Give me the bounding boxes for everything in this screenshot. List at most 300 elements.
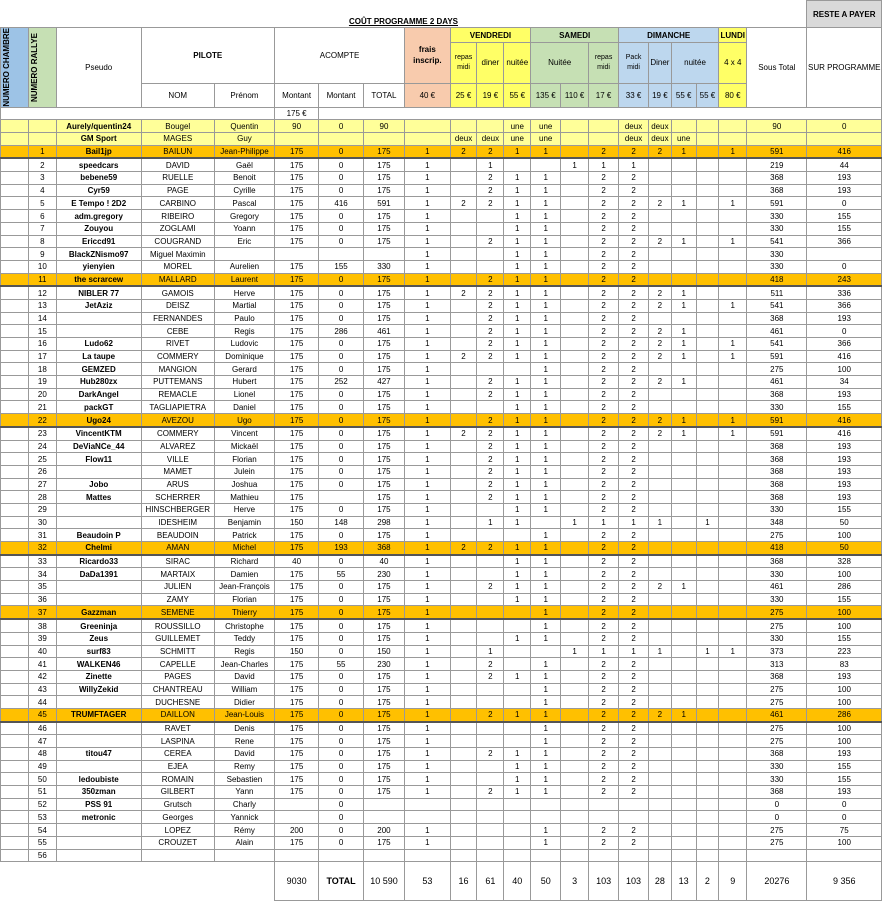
row-c6: 0 <box>319 235 363 248</box>
row-c4: David <box>214 748 274 761</box>
special-c6: 0 <box>319 120 363 133</box>
row-c2: Jobo <box>56 478 141 491</box>
row-c11: 1 <box>504 172 531 185</box>
row-c19: 1 <box>719 645 747 658</box>
row-c4: Gregory <box>214 210 274 223</box>
row-c1: 6 <box>28 210 56 223</box>
header-nuitee-dimanche: nuitée <box>671 43 719 84</box>
row-c5: 175 <box>274 735 318 748</box>
row-c15: 2 <box>619 222 649 235</box>
row-c10 <box>477 248 504 261</box>
row-c8: 1 <box>405 670 450 683</box>
row-c5: 175 <box>274 325 318 338</box>
row-c13 <box>561 849 589 862</box>
row-c19 <box>719 465 747 478</box>
row-c9 <box>450 696 477 709</box>
header-total: TOTAL <box>363 83 404 107</box>
row-c18 <box>696 708 719 721</box>
row-c14: 1 <box>589 516 619 529</box>
row-c20: 541 <box>747 338 807 351</box>
row-c2: VincentKTM <box>56 427 141 440</box>
row-c21: 0 <box>807 260 882 273</box>
header-lundi-4x4: 4 x 4 <box>719 43 747 84</box>
row-c12: 1 <box>531 581 561 594</box>
table-row <box>1 811 882 824</box>
row-c7: 175 <box>363 593 404 606</box>
row-c5: 175 <box>274 440 318 453</box>
row-c9 <box>450 312 477 325</box>
row-c9 <box>450 184 477 197</box>
row-c21: 100 <box>807 836 882 849</box>
row-c11: 1 <box>504 286 531 299</box>
row-c19 <box>719 542 747 555</box>
row-c9 <box>450 453 477 466</box>
row-c6: 0 <box>319 338 363 351</box>
row-c3: BEAUDOIN <box>141 529 214 542</box>
row-c20: 368 <box>747 786 807 799</box>
header-row-1 <box>1 28 882 43</box>
row-c9 <box>450 811 477 824</box>
row-c0 <box>1 222 29 235</box>
row-c14: 1 <box>589 645 619 658</box>
row-c16: 2 <box>649 325 672 338</box>
row-c17 <box>671 722 696 735</box>
row-c17 <box>671 491 696 504</box>
row-c9 <box>450 632 477 645</box>
row-c12: 1 <box>531 273 561 286</box>
row-c2 <box>56 312 141 325</box>
table-row <box>1 286 882 299</box>
row-c14: 2 <box>589 786 619 799</box>
row-c7: 175 <box>363 414 404 427</box>
row-c9 <box>450 414 477 427</box>
table-row <box>1 260 882 273</box>
row-c20: 275 <box>747 824 807 837</box>
row-c3: AVEZOU <box>141 414 214 427</box>
row-c7: 175 <box>363 172 404 185</box>
row-c15: 2 <box>619 197 649 210</box>
row-c21 <box>807 248 882 261</box>
row-c16 <box>649 683 672 696</box>
row-c7: 368 <box>363 542 404 555</box>
row-c16 <box>649 722 672 735</box>
row-c19 <box>719 172 747 185</box>
row-c10 <box>477 836 504 849</box>
row-c5: 175 <box>274 606 318 619</box>
row-c0 <box>1 376 29 389</box>
row-c2: Zouyou <box>56 222 141 235</box>
row-c9 <box>450 222 477 235</box>
row-c5: 175 <box>274 529 318 542</box>
row-c15: 2 <box>619 325 649 338</box>
row-c8: 1 <box>405 722 450 735</box>
row-c10 <box>477 529 504 542</box>
row-c3: RIBEIRO <box>141 210 214 223</box>
row-c12: 1 <box>531 529 561 542</box>
row-c6: 0 <box>319 401 363 414</box>
row-c13 <box>561 401 589 414</box>
row-c4: Hubert <box>214 376 274 389</box>
row-c21: 83 <box>807 658 882 671</box>
row-c16 <box>649 773 672 786</box>
table-row <box>1 670 882 683</box>
row-c17: 1 <box>671 427 696 440</box>
row-c18 <box>696 593 719 606</box>
row-c2: Mattes <box>56 491 141 504</box>
data-rows <box>1 145 882 862</box>
row-c9 <box>450 325 477 338</box>
row-c16 <box>649 606 672 619</box>
row-c8: 1 <box>405 235 450 248</box>
row-c6 <box>319 849 363 862</box>
row-c7: 175 <box>363 478 404 491</box>
row-c17 <box>671 670 696 683</box>
row-c20: 275 <box>747 619 807 632</box>
row-c12: 1 <box>531 145 561 158</box>
row-c0 <box>1 542 29 555</box>
row-c15: 2 <box>619 748 649 761</box>
row-c7: 175 <box>363 619 404 632</box>
row-c12: 1 <box>531 683 561 696</box>
row-c20: 591 <box>747 145 807 158</box>
row-c21: 223 <box>807 645 882 658</box>
row-c11: 1 <box>504 145 531 158</box>
row-c12 <box>531 849 561 862</box>
row-c14: 2 <box>589 491 619 504</box>
row-c21: 0 <box>807 325 882 338</box>
row-c19 <box>719 248 747 261</box>
sheet-title: COÛT PROGRAMME 2 DAYS <box>348 16 458 26</box>
header-dimanche: DIMANCHE <box>619 28 719 43</box>
header-prenom: Prénom <box>214 83 274 107</box>
row-c13 <box>561 260 589 273</box>
row-c17: 1 <box>671 325 696 338</box>
row-c13 <box>561 414 589 427</box>
row-c13 <box>561 670 589 683</box>
row-c20: 541 <box>747 235 807 248</box>
row-c13 <box>561 735 589 748</box>
row-c7: 175 <box>363 453 404 466</box>
row-c2 <box>56 760 141 773</box>
row-c2: NIBLER 77 <box>56 286 141 299</box>
row-c11 <box>504 811 531 824</box>
row-c20: 313 <box>747 658 807 671</box>
row-c4: Paulo <box>214 312 274 325</box>
row-c5: 175 <box>274 172 318 185</box>
row-c1: 4 <box>28 184 56 197</box>
row-c18 <box>696 760 719 773</box>
row-c15: 2 <box>619 465 649 478</box>
row-c12: 1 <box>531 401 561 414</box>
row-c4: Florian <box>214 593 274 606</box>
price-nuitee-samedi-2: 110 € <box>561 83 589 107</box>
total-c18: 2 <box>696 862 719 901</box>
row-c19 <box>719 798 747 811</box>
row-c0 <box>1 325 29 338</box>
row-c1: 39 <box>28 632 56 645</box>
row-c16 <box>649 760 672 773</box>
row-c6: 0 <box>319 683 363 696</box>
row-c10 <box>477 222 504 235</box>
table-row <box>1 145 882 158</box>
row-c13 <box>561 619 589 632</box>
row-c18 <box>696 529 719 542</box>
row-c18 <box>696 427 719 440</box>
row-c21: 193 <box>807 440 882 453</box>
row-c14: 1 <box>589 158 619 171</box>
row-c8: 1 <box>405 312 450 325</box>
row-c1: 35 <box>28 581 56 594</box>
row-c7: 427 <box>363 376 404 389</box>
row-c0 <box>1 145 29 158</box>
row-c3: AMAN <box>141 542 214 555</box>
special-c18 <box>696 133 719 146</box>
row-c6: 0 <box>319 670 363 683</box>
row-c13 <box>561 210 589 223</box>
row-c11 <box>504 606 531 619</box>
special-c13 <box>561 120 589 133</box>
row-c9 <box>450 363 477 376</box>
row-c11: 1 <box>504 210 531 223</box>
row-c2 <box>56 325 141 338</box>
row-c21: 0 <box>807 811 882 824</box>
header-vendredi: VENDREDI <box>450 28 531 43</box>
row-c4: Rene <box>214 735 274 748</box>
row-c18 <box>696 722 719 735</box>
table-row <box>1 529 882 542</box>
row-c1: 12 <box>28 286 56 299</box>
row-c7: 175 <box>363 210 404 223</box>
table-row <box>1 363 882 376</box>
row-c5: 175 <box>274 836 318 849</box>
row-c5: 150 <box>274 516 318 529</box>
row-c18 <box>696 299 719 312</box>
row-c8: 1 <box>405 210 450 223</box>
row-c12: 1 <box>531 210 561 223</box>
row-c12 <box>531 516 561 529</box>
row-c4: Gaël <box>214 158 274 171</box>
row-c5: 175 <box>274 748 318 761</box>
row-c15: 2 <box>619 760 649 773</box>
row-c21: 100 <box>807 722 882 735</box>
row-c15: 2 <box>619 453 649 466</box>
row-c9: 2 <box>450 350 477 363</box>
special-c4: Quentin <box>214 120 274 133</box>
row-c10: 2 <box>477 414 504 427</box>
row-c12: 1 <box>531 453 561 466</box>
row-c18 <box>696 632 719 645</box>
row-c5: 175 <box>274 683 318 696</box>
row-c16 <box>649 260 672 273</box>
row-c5: 175 <box>274 427 318 440</box>
row-c2: GEMZED <box>56 363 141 376</box>
table-row <box>1 453 882 466</box>
special-c14 <box>589 120 619 133</box>
row-c8: 1 <box>405 568 450 581</box>
row-c5: 150 <box>274 645 318 658</box>
table-row <box>1 836 882 849</box>
row-c3: Georges <box>141 811 214 824</box>
table-row <box>1 414 882 427</box>
row-c11: 1 <box>504 581 531 594</box>
special-c1 <box>28 120 56 133</box>
table-row <box>1 786 882 799</box>
table-row <box>1 222 882 235</box>
row-c12: 1 <box>531 606 561 619</box>
row-c2: WillyZekid <box>56 683 141 696</box>
row-c5: 175 <box>274 632 318 645</box>
row-c13 <box>561 683 589 696</box>
row-c19 <box>719 273 747 286</box>
row-c4: Ludovic <box>214 338 274 351</box>
special-row <box>1 133 882 146</box>
row-c16 <box>649 172 672 185</box>
row-c17: 1 <box>671 350 696 363</box>
row-c19 <box>719 670 747 683</box>
row-c14: 2 <box>589 197 619 210</box>
total-c20: 20276 <box>747 862 807 901</box>
row-c11 <box>504 836 531 849</box>
row-c2: yienyien <box>56 260 141 273</box>
row-c11: 1 <box>504 748 531 761</box>
row-c21: 100 <box>807 606 882 619</box>
special-c16: deux <box>649 120 672 133</box>
total-c13: 3 <box>561 862 589 901</box>
row-c19 <box>719 376 747 389</box>
row-c3: CEREA <box>141 748 214 761</box>
row-c12: 1 <box>531 222 561 235</box>
row-c3: FERNANDES <box>141 312 214 325</box>
row-c9 <box>450 836 477 849</box>
row-c8: 1 <box>405 184 450 197</box>
row-c21: 75 <box>807 824 882 837</box>
row-c6: 0 <box>319 555 363 568</box>
row-c3: EJEA <box>141 760 214 773</box>
row-c17: 1 <box>671 145 696 158</box>
row-c21: 366 <box>807 338 882 351</box>
row-c11: 1 <box>504 414 531 427</box>
row-c20: 275 <box>747 836 807 849</box>
header-num-chambre: NUMERO CHAMBRE <box>1 28 29 108</box>
row-c10 <box>477 760 504 773</box>
row-c15: 2 <box>619 376 649 389</box>
row-c9 <box>450 824 477 837</box>
row-c15: 2 <box>619 555 649 568</box>
row-c12: 1 <box>531 260 561 273</box>
row-c1: 19 <box>28 376 56 389</box>
row-c0 <box>1 619 29 632</box>
row-c18 <box>696 453 719 466</box>
row-c6: 0 <box>319 619 363 632</box>
row-c0 <box>1 286 29 299</box>
row-c1: 37 <box>28 606 56 619</box>
row-c13 <box>561 350 589 363</box>
row-c15: 2 <box>619 632 649 645</box>
row-c2: the scrarcew <box>56 273 141 286</box>
row-c19 <box>719 529 747 542</box>
row-c3: PAGE <box>141 184 214 197</box>
row-c11: 1 <box>504 568 531 581</box>
row-c8: 1 <box>405 619 450 632</box>
row-c7: 175 <box>363 735 404 748</box>
row-c17: 1 <box>671 581 696 594</box>
row-c3: MOREL <box>141 260 214 273</box>
row-c17 <box>671 568 696 581</box>
row-c12: 1 <box>531 735 561 748</box>
row-c20: 591 <box>747 414 807 427</box>
row-c4: Alain <box>214 836 274 849</box>
header-pilote: PILOTE <box>141 28 274 84</box>
row-c13 <box>561 388 589 401</box>
row-c11: 1 <box>504 593 531 606</box>
row-c14: 2 <box>589 172 619 185</box>
row-c20: 275 <box>747 696 807 709</box>
row-c3: BAILUN <box>141 145 214 158</box>
row-c4: Mathieu <box>214 491 274 504</box>
row-c17 <box>671 760 696 773</box>
row-c6: 0 <box>319 145 363 158</box>
row-c9: 2 <box>450 145 477 158</box>
row-c21: 336 <box>807 286 882 299</box>
row-c13 <box>561 708 589 721</box>
row-c2 <box>56 516 141 529</box>
row-c21: 416 <box>807 427 882 440</box>
row-c0 <box>1 670 29 683</box>
row-c12: 1 <box>531 722 561 735</box>
row-c17 <box>671 401 696 414</box>
row-c8: 1 <box>405 606 450 619</box>
row-c15: 2 <box>619 388 649 401</box>
row-c12: 1 <box>531 786 561 799</box>
row-c10: 2 <box>477 670 504 683</box>
total-c15: 103 <box>619 862 649 901</box>
row-c8: 1 <box>405 786 450 799</box>
row-c18 <box>696 491 719 504</box>
row-c11 <box>504 824 531 837</box>
row-c9 <box>450 683 477 696</box>
row-c19 <box>719 503 747 516</box>
row-c7: 175 <box>363 401 404 414</box>
row-c15 <box>619 798 649 811</box>
row-c13 <box>561 427 589 440</box>
row-c4: Ugo <box>214 414 274 427</box>
row-c7: 175 <box>363 427 404 440</box>
row-c11: 1 <box>504 555 531 568</box>
row-c19 <box>719 312 747 325</box>
row-c20: 330 <box>747 593 807 606</box>
row-c5: 175 <box>274 670 318 683</box>
row-c18 <box>696 849 719 862</box>
row-c17 <box>671 388 696 401</box>
special-c21 <box>807 133 882 146</box>
row-c14: 2 <box>589 555 619 568</box>
row-c4: Florian <box>214 453 274 466</box>
special-c19 <box>719 133 747 146</box>
row-c13 <box>561 760 589 773</box>
row-c10 <box>477 260 504 273</box>
row-c10: 2 <box>477 350 504 363</box>
row-c5: 175 <box>274 465 318 478</box>
table-row <box>1 427 882 440</box>
row-c18: 1 <box>696 516 719 529</box>
row-c18 <box>696 773 719 786</box>
row-c6: 0 <box>319 708 363 721</box>
row-c3: COMMERY <box>141 350 214 363</box>
row-c17 <box>671 786 696 799</box>
row-c16 <box>649 696 672 709</box>
row-c14: 2 <box>589 414 619 427</box>
row-c8: 1 <box>405 172 450 185</box>
